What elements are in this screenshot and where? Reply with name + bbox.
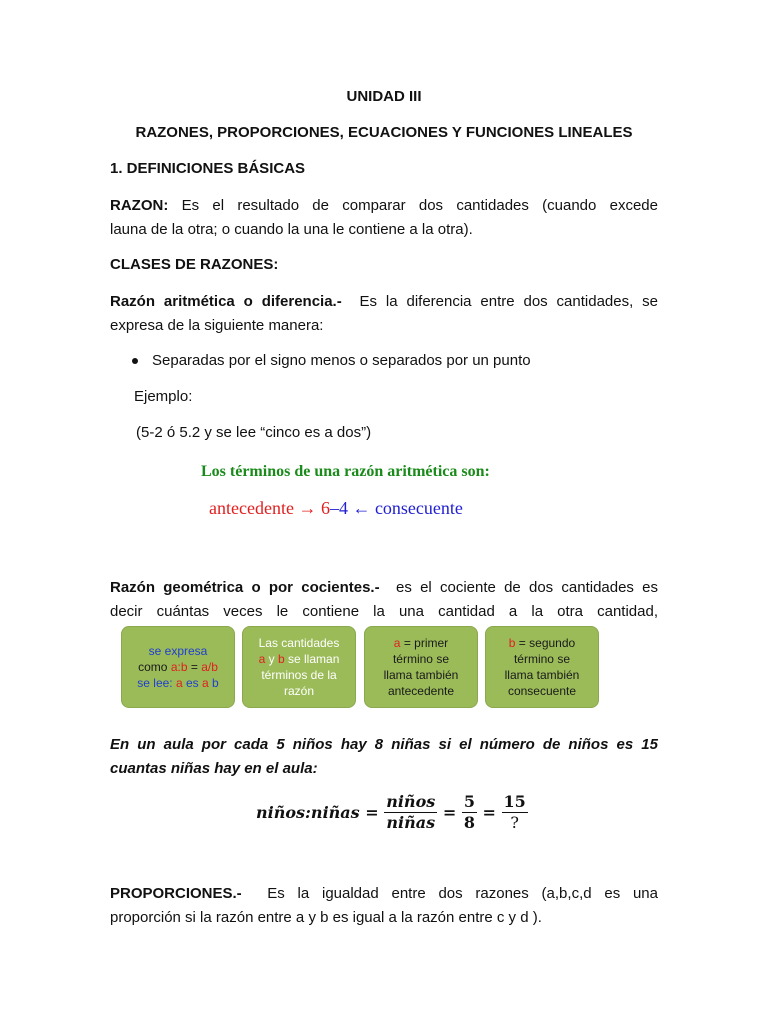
proporciones-text-1: Es la igualdad entre dos razones (a,b,c,d es una — [267, 885, 658, 902]
box2-line3: términos de la — [261, 668, 337, 682]
box-cantidades — [242, 626, 356, 708]
section-title: 1. DEFINICIONES BÁSICAS — [110, 160, 306, 177]
fraction-5-8: $\frac{5}{8}$ — [463, 792, 475, 832]
num-4: 4 — [338, 498, 348, 518]
box-expresa — [121, 626, 235, 708]
box3-line2: término se — [392, 652, 449, 666]
box4-line1: b = segundo — [508, 636, 576, 650]
formula-lhs: niños:niñas — [256, 803, 360, 822]
formula-eq-2: = — [442, 803, 457, 822]
aritmetica-label: Razón aritmética o diferencia.- — [110, 293, 342, 310]
razon-label: RAZON: — [110, 197, 169, 214]
proporciones-paragraph — [110, 882, 658, 930]
problem-paragraph — [110, 733, 658, 781]
proporciones-label: PROPORCIONES.- — [110, 885, 242, 902]
box4-line2: término se — [513, 652, 570, 666]
problem-line-2: cuantas niñas hay en el aula: — [110, 760, 318, 777]
fraction-ninos-ninas: $\frac{\text{niños}}{\text{niñas}}$ — [386, 792, 436, 832]
geometrica-label: Razón geométrica o por cocientes.- — [110, 579, 380, 596]
box3-line3: llama también — [383, 668, 459, 682]
fraction-15-unknown: $\frac{15}{?}$ — [503, 792, 526, 832]
aritmetica-paragraph — [110, 290, 658, 338]
razon-paragraph — [110, 194, 658, 242]
box4-line3: llama también — [504, 668, 580, 682]
ejemplo-label: Ejemplo: — [134, 388, 193, 405]
box-antecedente — [364, 626, 478, 708]
ratio-formula — [256, 792, 528, 833]
box2-line4: razón — [283, 684, 315, 698]
minus-sign: – — [329, 498, 339, 518]
aritmetica-line-2: expresa de la siguiente manera: — [110, 317, 324, 334]
aritmetica-line-1 — [110, 290, 658, 314]
geometrica-paragraph — [110, 576, 658, 624]
clases-title: CLASES DE RAZONES: — [110, 256, 279, 273]
box3-line1: a = primer — [393, 636, 449, 650]
bullet-text: Separadas por el signo menos o separados por un punto — [152, 352, 531, 369]
arrow-left-icon: ← — [352, 498, 371, 518]
bullet-icon — [132, 358, 138, 364]
box4-line4: consecuente — [507, 684, 577, 698]
geometrica-line-1 — [110, 576, 658, 600]
proporciones-line-2: proporción si la razón entre a y b es igual a la razón entre c y d ). — [110, 909, 542, 926]
razon-line-2: launa de la otra; o cuando la una le contiene a la otra). — [110, 221, 473, 238]
problem-line-1: En un aula por cada 5 niños hay 8 niñas si el número de niños es 15 — [110, 736, 658, 753]
formula-eq-1: = — [365, 803, 379, 822]
box1-line1: se expresa — [148, 644, 208, 658]
aritmetica-text-1: Es la diferencia entre dos cantidades, se — [359, 293, 658, 310]
razon-text-1: Es el resultado de comparar dos cantidades (cuando excede — [181, 197, 658, 214]
main-title: RAZONES, PROPORCIONES, ECUACIONES Y FUNCIONES LINEALES — [135, 124, 633, 141]
box2-line2: a y b se llaman — [258, 652, 340, 666]
num-6: 6 — [320, 498, 330, 518]
geometrica-line-2: decir cuántas veces le contiene la una cantidad a la otra cantidad, — [110, 603, 658, 620]
formula-eq-3: = — [482, 803, 496, 822]
antecedente-term: antecedente — [209, 498, 294, 518]
box3-line4: antecedente — [387, 684, 455, 698]
bullet-item — [132, 352, 531, 369]
arrow-right-icon: → — [298, 498, 317, 518]
geometrica-text-1: es el cociente de dos cantidades es — [396, 579, 658, 596]
box1-line2: como a:b = a/b — [138, 660, 218, 674]
box1-line3: se lee: a es a b — [137, 676, 219, 690]
box2-line1: Las cantidades — [258, 636, 340, 650]
unit-title: UNIDAD III — [346, 88, 422, 105]
terms-expression — [209, 498, 463, 519]
proporciones-line-1 — [110, 882, 658, 906]
ejemplo-text: (5-2 ó 5.2 y se lee “cinco es a dos”) — [136, 424, 372, 441]
terms-title: Los términos de una razón aritmética son: — [201, 463, 490, 480]
box-consecuente — [485, 626, 599, 708]
razon-line-1 — [110, 194, 658, 218]
consecuente-term: consecuente — [374, 498, 463, 518]
